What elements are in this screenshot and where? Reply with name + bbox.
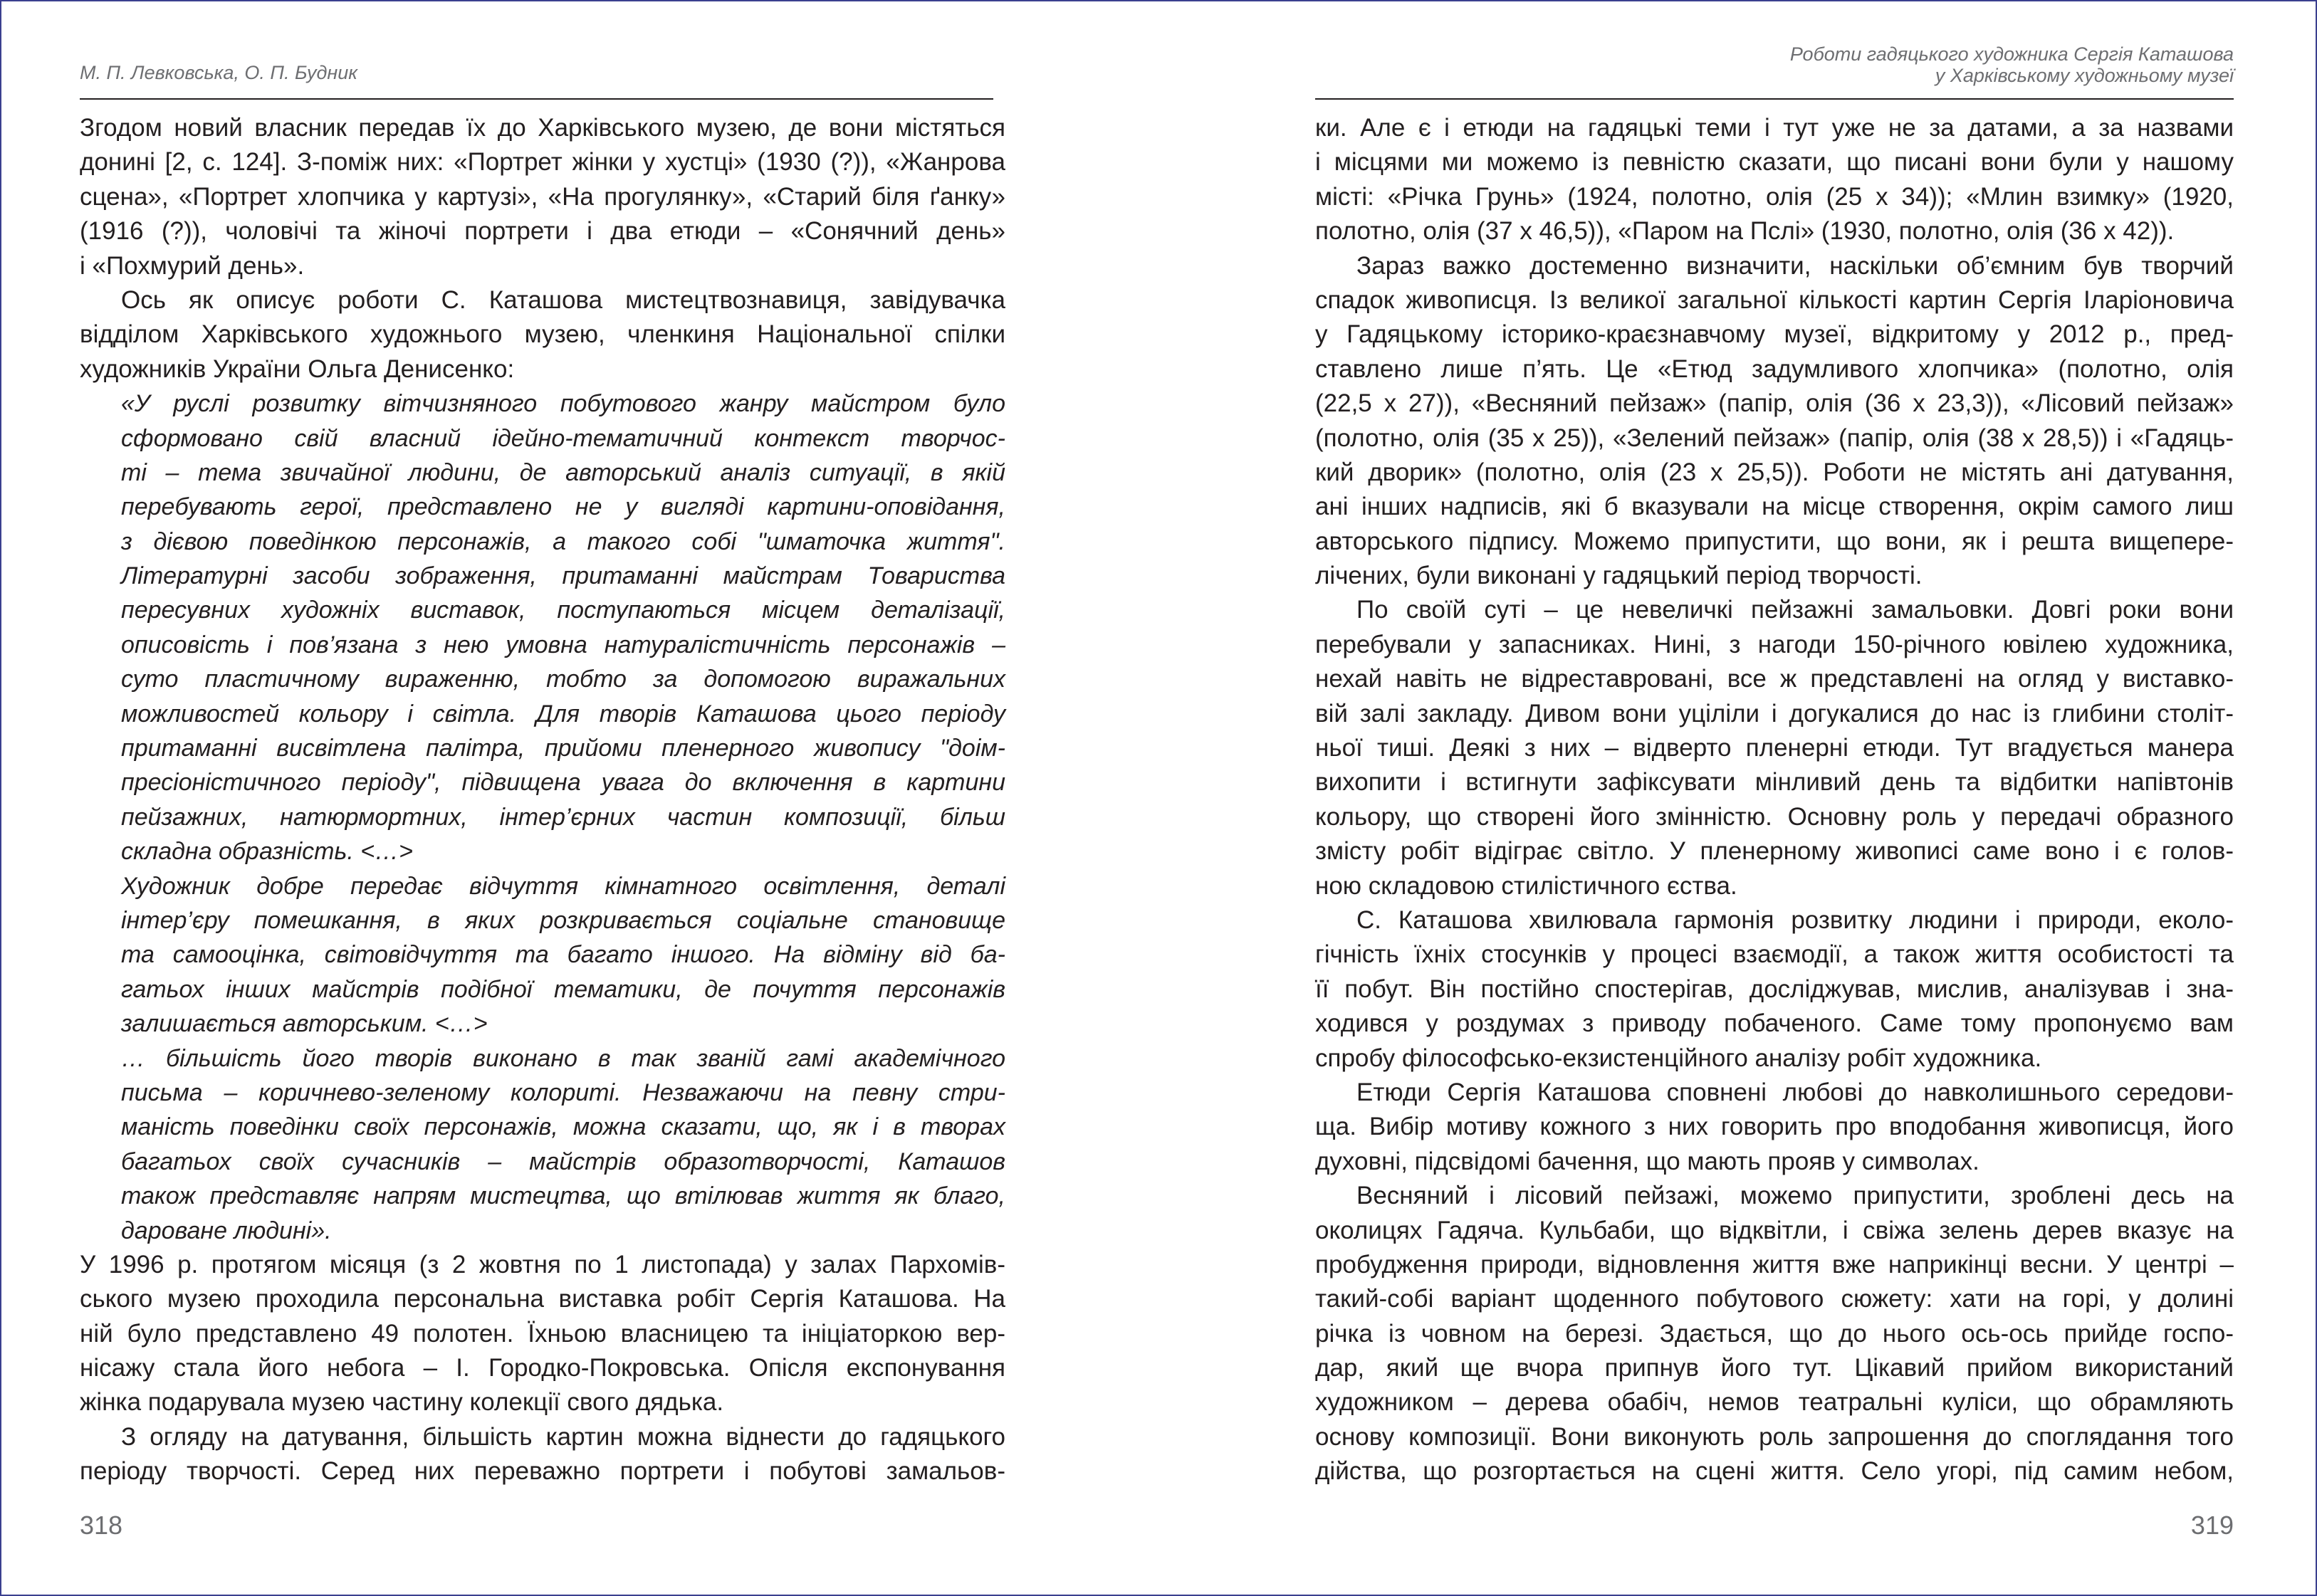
paragraph bbox=[80, 111, 1005, 283]
text-line: пробудження природи, відновлення життя вже наприкінці весни. У центрі – bbox=[1315, 1250, 2234, 1279]
paragraph bbox=[80, 1420, 1005, 1489]
text-line: нехай навіть не відреставровані, все ж представлені на огляд у виставко- bbox=[1315, 665, 2234, 693]
right-page-body bbox=[1315, 111, 2234, 1489]
text-line: у Гадяцькому історико-краєзнавчому музеї, відкритому у 2012 р., пред- bbox=[1315, 320, 2234, 349]
text-line: (1916 (?)), чоловічі та жіночі портрети і два етюди – «Сонячний день» bbox=[80, 217, 1005, 246]
quote-paragraph bbox=[80, 1041, 1005, 1248]
text-line: авторського підпису. Можемо припустити, що вони, як і решта вищепере- bbox=[1315, 527, 2234, 555]
text-line: пересувних художніх виставок, поступаються місцем деталізації, bbox=[121, 597, 1005, 624]
text-line: ані інших надписів, які б вказували на місце створення, окрім самого лиш bbox=[1315, 493, 2234, 521]
text-line: такий-собі варіант щоденного побутового сюжету: хати на горі, у долині bbox=[1315, 1285, 2234, 1313]
text-line: суто пластичному вираженню, тобто за допомогою виражальних bbox=[121, 666, 1005, 693]
text-line: пресіоністичного періоду", підвищена увага до включення в картини bbox=[121, 769, 1005, 797]
text-line: річка із човном на березі. Здається, що до нього ось-ось прийде госпо- bbox=[1315, 1319, 2234, 1348]
paragraph bbox=[1315, 111, 2234, 249]
text-line: з дієвою поведінкою персонажів, а такого собі "шматочка життя". bbox=[121, 527, 1005, 555]
running-head-left: М. П. Левковська, О. П. Будник bbox=[80, 62, 358, 83]
text-line: околицях Гадяча. Кульбаби, що відквітли, і свіжа зелень дерев вказує на bbox=[1315, 1216, 2234, 1244]
text-line: періоду творчості. Серед них переважно портрети і побутові замальов- bbox=[80, 1457, 1005, 1486]
text-line: лічених, були виконані у гадяцький період творчості. bbox=[1315, 562, 1923, 590]
text-line: перебували у запасниках. Нині, з нагоди 150-річного ювілею художника, bbox=[1315, 630, 2234, 658]
text-line: маність поведінки своїх персонажів, можна сказати, що, як і в творах bbox=[121, 1113, 1005, 1141]
text-line: вій залі закладу. Дивом вони уціліли і догукалися до нас із глибини століт- bbox=[1315, 699, 2234, 728]
text-line: місті: «Річка Грунь» (1924, полотно, олія (25 х 34)); «Млин взимку» (1920, bbox=[1315, 182, 2234, 211]
text-line: перебувають герої, представлено не у вигляді картини-оповідання, bbox=[121, 493, 1005, 521]
header-rule-right bbox=[1315, 98, 2234, 100]
text-line: художником – дерева обабіч, немов театральні куліси, що обрамляють bbox=[1315, 1388, 2234, 1417]
text-line: (22,5 х 27)), «Весняний пейзаж» (папір, олія (36 х 23,3)), «Лісовий пейзаж» bbox=[1315, 389, 2234, 418]
text-line: і «Похмурий день». bbox=[80, 251, 305, 280]
text-line: та самооцінка, світовідчуття та багато іншого. На відміну від ба- bbox=[121, 941, 1005, 969]
text-line: інтер’єру помешкання, в яких розкривається соціальне становище bbox=[121, 906, 1005, 934]
text-line: ки. Але є і етюди на гадяцькі теми і тут уже не за датами, а за назвами bbox=[1315, 114, 2234, 142]
text-line: «У руслі розвитку вітчизняного побутового жанру майстром було bbox=[121, 390, 1005, 418]
text-line: полотно, олія (37 х 46,5)), «Паром на Пслі» (1930, полотно, олія (36 х 42)). bbox=[1315, 217, 2175, 246]
text-line: ського музею проходила персональна виставка робіт Сергія Каташова. На bbox=[80, 1285, 1005, 1313]
left-page-body bbox=[80, 111, 1005, 1489]
text-line: притаманні висвітлена палітра, прийоми пленерного живопису "доім- bbox=[121, 735, 1005, 762]
text-line: Художник добре передає відчуття кімнатного освітлення, деталі bbox=[121, 872, 1005, 900]
text-line: донині [2, с. 124]. З-поміж них: «Портрет жінки у хустці» (1930 (?)), «Жанрова bbox=[80, 148, 1005, 177]
text-line: її побут. Він постійно спостерігав, досліджував, мислив, аналізував і зна- bbox=[1315, 975, 2234, 1003]
text-line: ставлено лише п’ять. Це «Етюд задумливого хлопчика» (полотно, олія bbox=[1315, 355, 2234, 383]
text-line: спробу філософсько-екзистенційного аналізу робіт художника. bbox=[1315, 1044, 2042, 1072]
text-line: дар, який ще вчора припнув його тут. Цікавий прийом використаний bbox=[1315, 1354, 2234, 1382]
paragraph bbox=[80, 283, 1005, 387]
text-line: ходився у роздумах з приводу побаченого. Саме тому пропонуємо вам bbox=[1315, 1009, 2234, 1038]
text-line: Етюди Сергія Каташова сповнені любові до навколишнього середови- bbox=[1356, 1078, 2234, 1106]
text-line: і місцями ми можемо із певністю сказати, що писані вони були у нашому bbox=[1315, 148, 2234, 177]
quote-paragraph bbox=[80, 869, 1005, 1041]
text-line: ній було представлено 49 полотен. Їхньою власницею та ініціаторкою вер- bbox=[80, 1319, 1005, 1348]
text-line: багатьох своїх сучасників – майстрів образотворчості, Каташов bbox=[121, 1148, 1005, 1175]
text-line: нісажу стала його небога – І. Городко-Покровська. Опісля експонування bbox=[80, 1354, 1005, 1382]
text-line: відділом Харківського художнього музею, членкиня Національної спілки bbox=[80, 320, 1005, 349]
text-line: жінка подарувала музею частину колекції свого дядька. bbox=[80, 1388, 724, 1417]
text-line: Літературні засоби зображення, притаманні майстрам Товариства bbox=[121, 562, 1005, 590]
text-line: сформовано свій власний ідейно-тематичний контекст творчос- bbox=[121, 424, 1005, 452]
text-line: можливостей кольору і світла. Для творів Каташова цього періоду bbox=[121, 700, 1005, 728]
header-rule-left bbox=[80, 98, 993, 100]
text-line: залишається авторським. <…> bbox=[121, 1010, 488, 1038]
text-line: (полотно, олія (35 х 25)), «Зелений пейзаж» (папір, олія (38 х 28,5)) і «Гадяць- bbox=[1315, 424, 2234, 452]
paragraph bbox=[1315, 1179, 2234, 1489]
text-line: вихопити і встигнути зафіксувати мінливий день та відбитки напівтонів bbox=[1315, 768, 2234, 797]
paragraph bbox=[1315, 1076, 2234, 1179]
text-line: Зараз важко достеменно визначити, наскільки об’ємним був творчий bbox=[1356, 251, 2234, 280]
text-line: З огляду на датування, більшість картин можна віднести до гадяцького bbox=[121, 1422, 1005, 1451]
text-line: письма – коричнево-зеленому колориті. Незважаючи на певну стри- bbox=[121, 1078, 1005, 1106]
running-head-right bbox=[1790, 43, 2234, 86]
text-line: С. Каташова хвилювала гармонія розвитку людини і природи, еколо- bbox=[1356, 905, 2234, 934]
text-line: ньої тиші. Деякі з них – відверто пленерні етюди. Тут вгадується манера bbox=[1315, 734, 2234, 762]
paragraph bbox=[1315, 249, 2234, 594]
text-line: духовні, підсвідомі бачення, що мають прояв у символах. bbox=[1315, 1147, 1979, 1175]
text-line: ною складовою стилістичного єства. bbox=[1315, 871, 1737, 900]
text-line: сцена», «Портрет хлопчика у картузі», «На прогулянку», «Старий біля ґанку» bbox=[80, 182, 1005, 211]
text-line: описовість і пов’язана з нею умовна натуралістичність персонажів – bbox=[121, 631, 1005, 658]
running-head-right-line: у Харківському художньому музеї bbox=[1935, 65, 2234, 86]
quote-paragraph bbox=[80, 387, 1005, 868]
text-line: гатьох інших майстрів подібної тематики, де почуття персонажів bbox=[121, 975, 1005, 1003]
text-line: пейзажних, натюрмортних, інтер’єрних частин композиції, більш bbox=[121, 803, 1005, 831]
text-line: складна образність. <…> bbox=[121, 838, 413, 866]
text-line: дароване людині». bbox=[121, 1217, 332, 1244]
running-head-right-line: Роботи гадяцького художника Сергія Каташова bbox=[1789, 43, 2234, 65]
text-line: Весняний і лісовий пейзажі, можемо припустити, зроблені десь на bbox=[1356, 1182, 2234, 1210]
page-number-right: 319 bbox=[2190, 1511, 2234, 1540]
text-line: змісту робіт відіграє світло. У пленерному живописі саме воно і є голов- bbox=[1315, 837, 2234, 866]
text-line: ті – тема звичайної людини, де авторський аналіз ситуації, в якій bbox=[121, 458, 1005, 486]
paragraph bbox=[1315, 593, 2234, 903]
page-number-left: 318 bbox=[80, 1511, 123, 1540]
text-line: дійства, що розгортається на сцені життя. Село угорі, під самим небом, bbox=[1315, 1457, 2234, 1486]
text-line: основу композиції. Вони виконують роль запрошення до споглядання того bbox=[1315, 1422, 2234, 1451]
text-line: також представляє напрям мистецтва, що втілював життя як благо, bbox=[121, 1182, 1005, 1210]
text-line: кольору, що створені його змінністю. Основну роль у передачі образного bbox=[1315, 802, 2234, 831]
text-line: художників України Ольга Денисенко: bbox=[80, 355, 515, 383]
text-line: ща. Вибір мотиву кожного з них говорить про вподобання живописця, його bbox=[1315, 1113, 2234, 1141]
text-line: кий дворик» (полотно, олія (23 х 25,5)). Роботи не містять ані датування, bbox=[1315, 458, 2234, 486]
paragraph bbox=[80, 1248, 1005, 1420]
text-line: спадок живописця. Із великої загальної кількості картин Сергія Іларіоновича bbox=[1315, 285, 2234, 314]
text-line: гічність їхніх стосунків у процесі взаємодії, а також життя особистості та bbox=[1315, 940, 2234, 969]
text-line: … більшість його творів виконано в так званій гамі академічного bbox=[121, 1044, 1005, 1072]
text-line: Ось як описує роботи С. Каташова мистецтвознавиця, завідувачка bbox=[121, 285, 1005, 314]
text-line: У 1996 р. протягом місяця (з 2 жовтня по 1 листопада) у залах Пархомів- bbox=[80, 1250, 1005, 1279]
text-line: По своїй суті – це невеличкі пейзажні замальовки. Довгі роки вони bbox=[1356, 596, 2234, 624]
text-line: Згодом новий власник передав їх до Харківського музею, де вони містяться bbox=[80, 114, 1005, 142]
paragraph bbox=[1315, 903, 2234, 1076]
